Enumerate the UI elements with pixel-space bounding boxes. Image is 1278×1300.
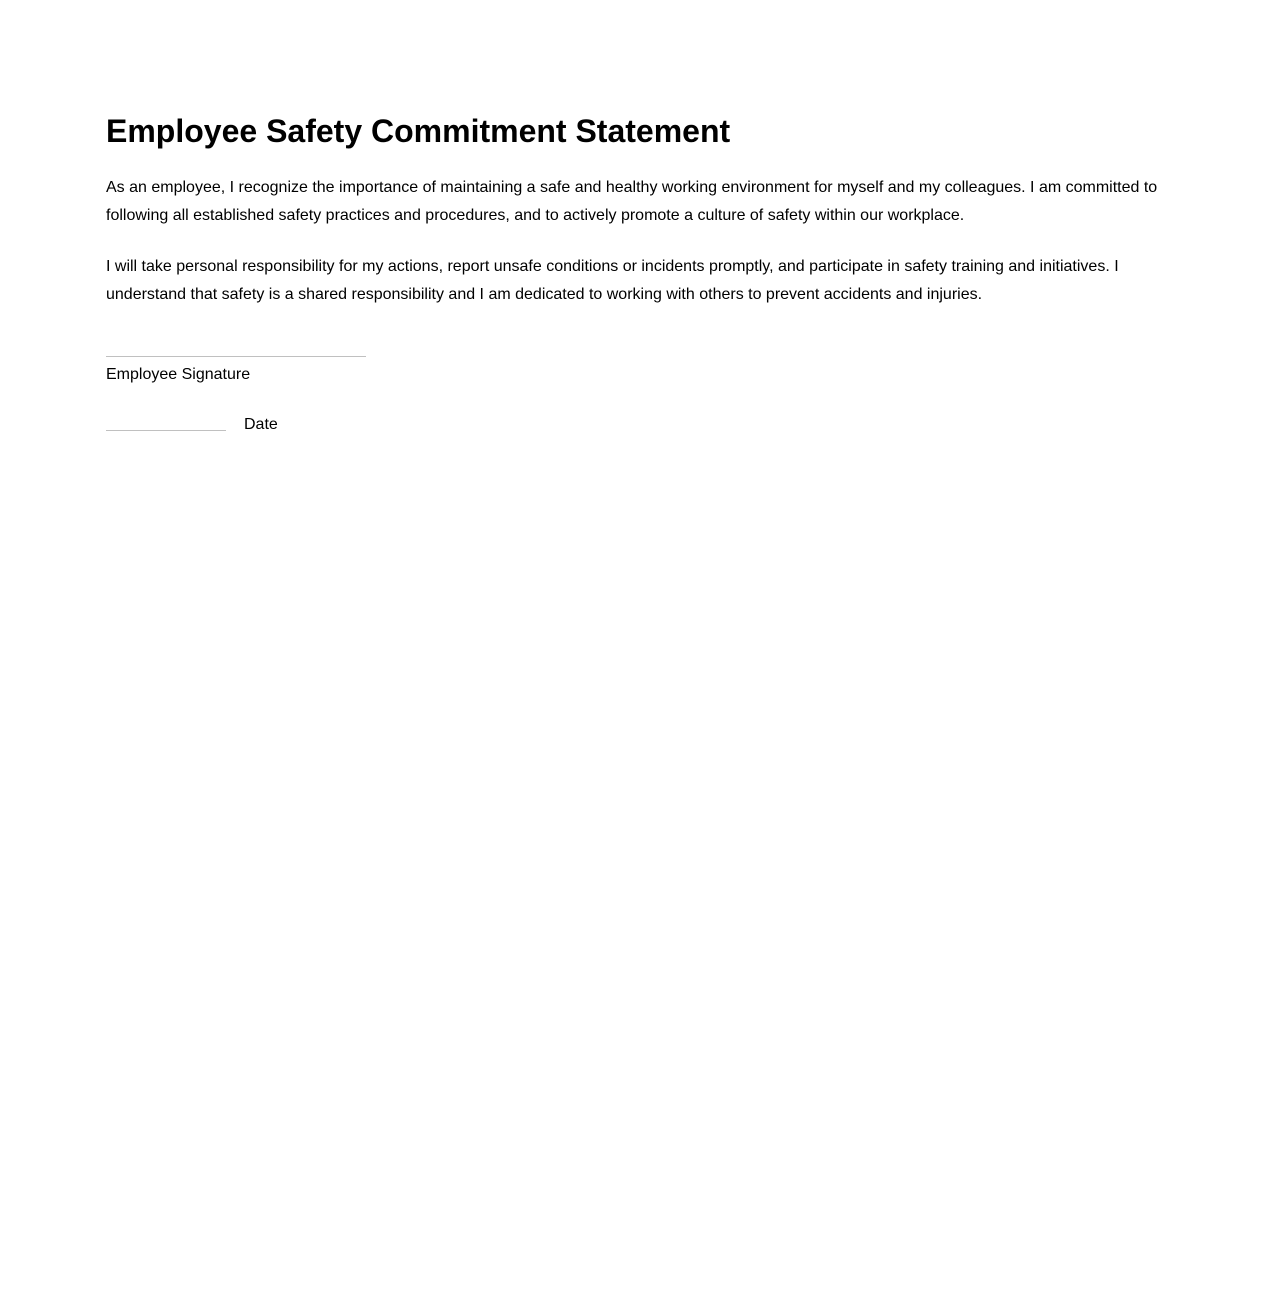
document-title: Employee Safety Commitment Statement	[106, 113, 731, 149]
commitment-paragraph-1: As an employee, I recognize the importance of maintaining a safe and healthy working environment for myself and my colleagues. I am committed to following all established safety practices and procedures, and to actively promote a culture of safety within our workplace.	[106, 179, 1158, 224]
date-label: Date	[244, 416, 278, 433]
date-line[interactable]	[106, 430, 226, 431]
signature-line[interactable]	[106, 356, 366, 357]
signature-label: Employee Signature	[106, 366, 251, 383]
commitment-paragraph-2: I will take personal responsibility for my actions, report unsafe conditions or incidents promptly, and participate in safety training and initiatives. I understand that safety is a shared responsibility and I am dedicated to working with others to prevent accidents and injuries.	[106, 258, 1119, 303]
